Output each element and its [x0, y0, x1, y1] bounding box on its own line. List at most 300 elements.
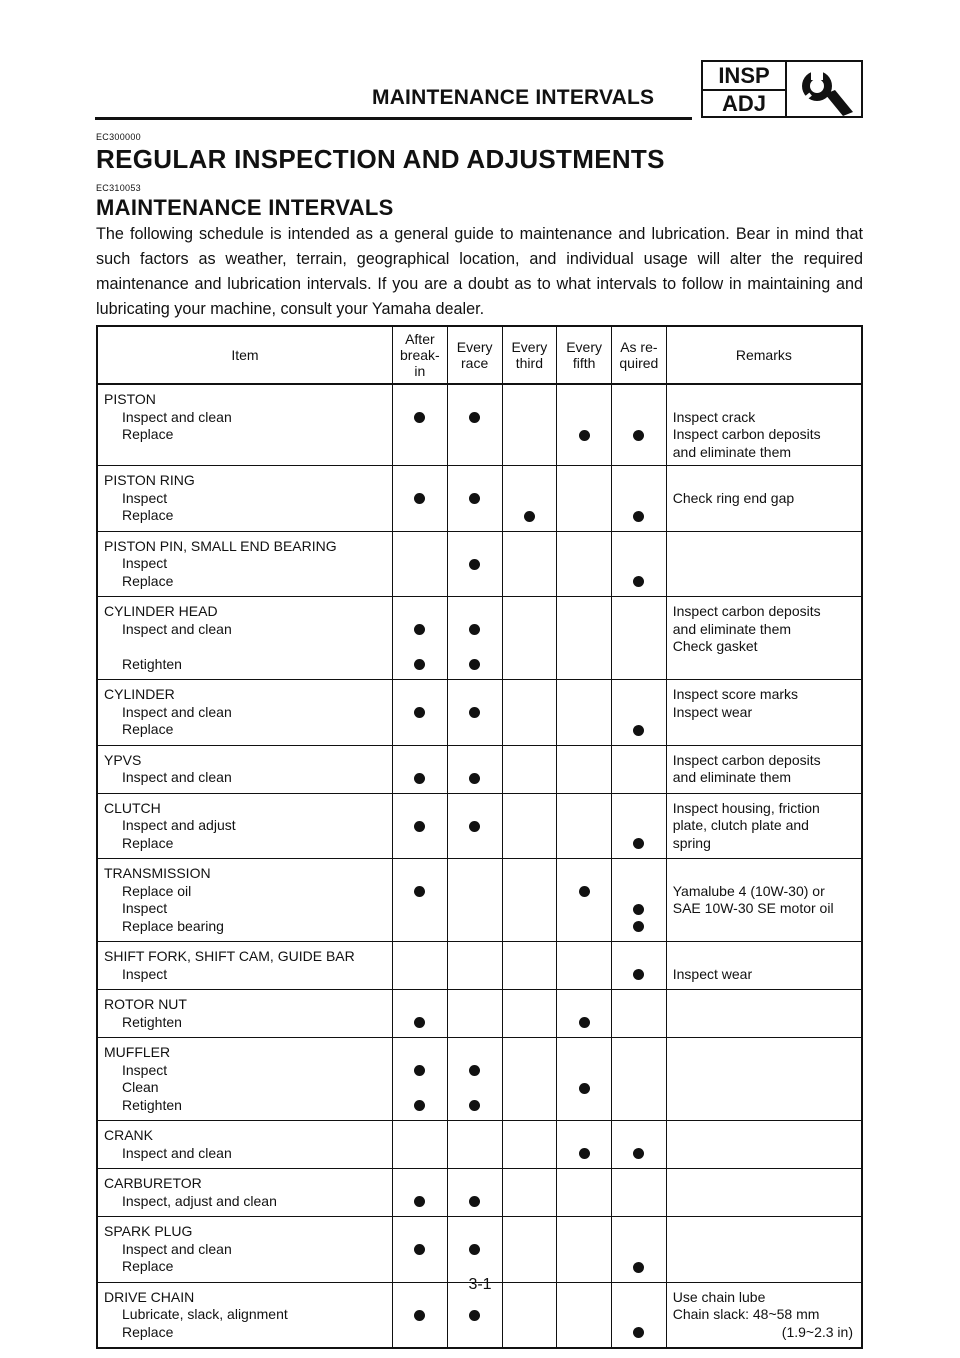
- mark-slot: [393, 490, 447, 508]
- cell-spacer: [393, 1223, 447, 1241]
- item-name: PISTON PIN, SMALL END BEARING: [104, 537, 337, 554]
- remarks-spacer: [673, 948, 857, 966]
- interval-cell: [392, 466, 447, 532]
- table-row: [97, 942, 862, 990]
- mark-slot: [612, 1193, 666, 1211]
- item-cell: [97, 680, 392, 746]
- mark-slot: [393, 1306, 447, 1324]
- column-header: [611, 326, 666, 384]
- interval-cell: [557, 1038, 612, 1121]
- interval-cell: [611, 990, 666, 1038]
- mark-dot-icon: [414, 493, 425, 504]
- mark-slot: [503, 966, 557, 984]
- mark-slot: [612, 769, 666, 787]
- mark-slot: [503, 1079, 557, 1097]
- mark-dot-icon: [469, 1196, 480, 1207]
- mark-dot-icon: [579, 1148, 590, 1159]
- item-sub-label: Inspect and clean: [122, 1144, 232, 1161]
- mark-slot: [393, 900, 447, 918]
- mark-slot: [612, 1097, 666, 1115]
- interval-cell: [502, 680, 557, 746]
- interval-cell: [392, 745, 447, 793]
- column-header: [502, 326, 557, 384]
- cell-spacer: [448, 948, 502, 966]
- column-header-line: After: [405, 331, 435, 347]
- interval-cell: [611, 531, 666, 597]
- remark-line: plate, clutch plate and: [672, 817, 809, 833]
- mark-slot: [393, 638, 447, 656]
- mark-slot: [393, 555, 447, 573]
- mark-dot-icon: [633, 1327, 644, 1338]
- mark-slot: [612, 883, 666, 901]
- mark-slot: [503, 555, 557, 573]
- item-name: DRIVE CHAIN: [104, 1288, 195, 1305]
- column-header: [666, 326, 862, 384]
- item-sub-label: Inspect: [122, 489, 168, 506]
- mark-slot: [612, 426, 666, 444]
- column-header-line: Every: [511, 339, 548, 355]
- table-row: [97, 680, 862, 746]
- mark-slot: [503, 835, 557, 853]
- mark-dot-icon: [633, 511, 644, 522]
- interval-cell: [502, 384, 557, 466]
- mark-dot-icon: [414, 1065, 425, 1076]
- mark-dot-icon: [633, 921, 644, 932]
- mark-dot-icon: [469, 821, 480, 832]
- mark-dot-icon: [414, 659, 425, 670]
- mark-slot: [503, 426, 557, 444]
- remark-line: Check ring end gap: [672, 489, 795, 506]
- column-header-line: quired: [619, 355, 659, 371]
- page-number: 3-1: [468, 1276, 492, 1293]
- cell-spacer: [393, 538, 447, 556]
- column-header: [447, 326, 502, 384]
- interval-cell: [557, 745, 612, 793]
- item-sub-label: Inspect: [122, 1061, 168, 1078]
- interval-cell: [502, 597, 557, 680]
- mark-slot: [503, 1062, 557, 1080]
- item-name: CRANK: [104, 1127, 154, 1143]
- mark-slot: [393, 918, 447, 936]
- cell-spacer: [503, 1223, 557, 1241]
- mark-dot-icon: [414, 1017, 425, 1028]
- remark-line: Check gasket: [672, 638, 758, 654]
- item-cell: [97, 466, 392, 532]
- mark-slot: [503, 638, 557, 656]
- interval-cell: [611, 745, 666, 793]
- interval-cell: [392, 793, 447, 859]
- remarks-cell: [666, 466, 862, 532]
- mark-dot-icon: [524, 511, 535, 522]
- mark-slot: [448, 507, 502, 525]
- mark-slot: [393, 1145, 447, 1163]
- mark-slot: [557, 721, 611, 739]
- item-cell: [97, 1121, 392, 1169]
- column-header-line: in: [414, 363, 426, 379]
- header-title: MAINTENANCE INTERVALS: [372, 86, 655, 109]
- cell-spacer: [612, 752, 666, 770]
- cell-spacer: [503, 686, 557, 704]
- interval-cell: [611, 942, 666, 990]
- item-sub-label: Retighten: [122, 1096, 182, 1113]
- interval-cell: [502, 1038, 557, 1121]
- mark-slot: [557, 1062, 611, 1080]
- item-cell: [97, 942, 392, 990]
- mark-slot: [393, 1324, 447, 1342]
- table-row: [97, 466, 862, 532]
- mark-slot: [557, 900, 611, 918]
- mark-slot: [393, 1258, 447, 1276]
- mark-slot: [557, 507, 611, 525]
- cell-spacer: [612, 686, 666, 704]
- item-cell: [97, 1169, 392, 1217]
- column-header-line: Every: [566, 339, 602, 355]
- interval-cell: [447, 1038, 502, 1121]
- remark-line: Use chain lube: [672, 1288, 766, 1305]
- cell-spacer: [393, 948, 447, 966]
- mark-slot: [393, 817, 447, 835]
- cell-spacer: [393, 865, 447, 883]
- item-sub-label: Inspect and clean: [122, 1240, 232, 1257]
- mark-slot: [448, 835, 502, 853]
- item-sub-label: Inspect: [122, 900, 168, 916]
- mark-slot: [503, 490, 557, 508]
- mark-slot: [557, 883, 611, 901]
- mark-slot: [557, 1324, 611, 1342]
- mark-slot: [448, 1014, 502, 1032]
- cell-spacer: [612, 1044, 666, 1062]
- item-cell: [97, 531, 392, 597]
- mark-slot: [503, 1258, 557, 1276]
- interval-cell: [502, 1169, 557, 1217]
- cell-spacer: [503, 752, 557, 770]
- mark-slot: [448, 1258, 502, 1276]
- remarks-cell: [666, 384, 862, 466]
- item-sub-label: Replace: [122, 507, 174, 523]
- interval-cell: [557, 597, 612, 680]
- interval-cell: [611, 1121, 666, 1169]
- mark-slot: [612, 507, 666, 525]
- mark-slot: [393, 1014, 447, 1032]
- item-sub-label: Lubricate, slack, alignment: [122, 1306, 288, 1322]
- table-row: [97, 531, 862, 597]
- mark-slot: [448, 621, 502, 639]
- mark-dot-icon: [579, 430, 590, 441]
- mark-slot: [557, 1014, 611, 1032]
- column-header: [392, 326, 447, 384]
- mark-slot: [612, 835, 666, 853]
- cell-spacer: [557, 603, 611, 621]
- mark-slot: [503, 1097, 557, 1115]
- item-name: ROTOR NUT: [104, 996, 187, 1012]
- mark-slot: [557, 1193, 611, 1211]
- column-header-line: Item: [231, 347, 259, 363]
- mark-slot: [448, 638, 502, 656]
- mark-slot: [557, 1306, 611, 1324]
- mark-slot: [393, 656, 447, 674]
- mark-slot: [448, 426, 502, 444]
- mark-slot: [448, 1193, 502, 1211]
- mark-slot: [393, 704, 447, 722]
- table-header-row: [97, 326, 862, 384]
- mark-slot: [503, 573, 557, 591]
- interval-cell: [447, 990, 502, 1038]
- cell-spacer: [448, 391, 502, 409]
- remark-line: (1.9~2.3 in): [781, 1323, 853, 1340]
- interval-cell: [557, 384, 612, 466]
- mark-dot-icon: [414, 1196, 425, 1207]
- interval-cell: [447, 1217, 502, 1283]
- item-sub-label: Inspect, adjust and clean: [122, 1192, 277, 1209]
- mark-dot-icon: [414, 412, 425, 423]
- interval-cell: [392, 1038, 447, 1121]
- column-header-line: third: [515, 355, 543, 371]
- cell-spacer: [448, 752, 502, 770]
- cell-spacer: [393, 603, 447, 621]
- item-cell: [97, 990, 392, 1038]
- item-name: MUFFLER: [104, 1044, 171, 1060]
- cell-spacer: [393, 472, 447, 490]
- remarks-cell: [666, 859, 862, 942]
- interval-cell: [447, 680, 502, 746]
- mark-slot: [393, 1097, 447, 1115]
- table-row: [97, 1121, 862, 1169]
- table-row: [97, 859, 862, 942]
- mark-slot: [557, 704, 611, 722]
- mark-slot: [448, 555, 502, 573]
- item-cell: [97, 793, 392, 859]
- item-sub-label: Replace: [122, 1258, 174, 1274]
- mark-dot-icon: [469, 707, 480, 718]
- mark-slot: [448, 1079, 502, 1097]
- cell-spacer: [393, 1175, 447, 1193]
- table-row: [97, 990, 862, 1038]
- interval-cell: [557, 990, 612, 1038]
- header-rule: [95, 117, 692, 120]
- column-header-line: race: [461, 355, 489, 371]
- mark-slot: [448, 966, 502, 984]
- cell-spacer: [612, 391, 666, 409]
- item-sub-label: Replace: [122, 572, 174, 589]
- table-body: [97, 384, 862, 1348]
- column-header-line: break-: [400, 347, 440, 363]
- item-sub-label: Replace: [122, 1323, 174, 1340]
- mark-dot-icon: [579, 1017, 590, 1028]
- item-name: YPVS: [104, 751, 142, 768]
- interval-cell: [611, 1169, 666, 1217]
- cell-spacer: [557, 472, 611, 490]
- mark-slot: [448, 573, 502, 591]
- table-row: [97, 745, 862, 793]
- cell-spacer: [448, 1044, 502, 1062]
- mark-dot-icon: [414, 773, 425, 784]
- mark-slot: [503, 1306, 557, 1324]
- mark-dot-icon: [579, 1083, 590, 1094]
- table-row: [97, 1038, 862, 1121]
- interval-cell: [392, 531, 447, 597]
- item-name: CARBURETOR: [104, 1175, 202, 1191]
- interval-cell: [557, 793, 612, 859]
- section-heading: REGULAR INSPECTION AND ADJUSTMENTS: [96, 144, 665, 174]
- column-header: [557, 326, 612, 384]
- mark-slot: [448, 769, 502, 787]
- interval-cell: [611, 1038, 666, 1121]
- cell-spacer: [503, 391, 557, 409]
- interval-cell: [557, 531, 612, 597]
- mark-slot: [612, 621, 666, 639]
- item-sub-label: Clean: [122, 1079, 159, 1095]
- mark-slot: [503, 817, 557, 835]
- remarks-cell: [666, 990, 862, 1038]
- interval-cell: [447, 942, 502, 990]
- interval-cell: [447, 384, 502, 466]
- mark-slot: [503, 409, 557, 427]
- mark-slot: [448, 883, 502, 901]
- remark-line: Yamalube 4 (10W-30) or: [672, 882, 825, 899]
- item-name: PISTON: [104, 391, 156, 407]
- mark-slot: [612, 555, 666, 573]
- mark-slot: [503, 1145, 557, 1163]
- mark-slot: [448, 721, 502, 739]
- mark-dot-icon: [469, 1310, 480, 1321]
- mark-slot: [393, 769, 447, 787]
- mark-slot: [503, 507, 557, 525]
- mark-dot-icon: [414, 624, 425, 635]
- mark-dot-icon: [414, 707, 425, 718]
- mark-slot: [557, 656, 611, 674]
- interval-cell: [502, 531, 557, 597]
- mark-slot: [557, 966, 611, 984]
- mark-dot-icon: [414, 1310, 425, 1321]
- cell-spacer: [448, 996, 502, 1014]
- table-row: [97, 1169, 862, 1217]
- mark-slot: [448, 409, 502, 427]
- cell-spacer: [448, 538, 502, 556]
- mark-slot: [612, 1079, 666, 1097]
- interval-cell: [557, 1217, 612, 1283]
- cell-spacer: [503, 948, 557, 966]
- mark-slot: [393, 835, 447, 853]
- mark-dot-icon: [633, 576, 644, 587]
- mark-slot: [393, 1241, 447, 1259]
- mark-slot: [393, 1193, 447, 1211]
- mark-slot: [557, 835, 611, 853]
- item-cell: [97, 1217, 392, 1283]
- mark-slot: [448, 1062, 502, 1080]
- remarks-cell: [666, 793, 862, 859]
- remarks-cell: [666, 942, 862, 990]
- item-name: CYLINDER: [104, 686, 175, 702]
- mark-slot: [557, 1097, 611, 1115]
- remark-line: Inspect wear: [672, 703, 753, 720]
- mark-slot: [448, 1306, 502, 1324]
- cell-spacer: [557, 1223, 611, 1241]
- mark-dot-icon: [469, 412, 480, 423]
- interval-cell: [502, 942, 557, 990]
- remark-line: Inspect carbon deposits: [672, 426, 821, 442]
- mark-dot-icon: [469, 773, 480, 784]
- cell-spacer: [393, 996, 447, 1014]
- cell-spacer: [448, 1223, 502, 1241]
- remark-line: Inspect carbon deposits: [672, 751, 821, 768]
- mark-slot: [503, 1324, 557, 1342]
- mark-dot-icon: [469, 1244, 480, 1255]
- remarks-spacer: [673, 472, 857, 490]
- mark-slot: [448, 900, 502, 918]
- mark-dot-icon: [579, 886, 590, 897]
- interval-cell: [447, 745, 502, 793]
- mark-slot: [448, 704, 502, 722]
- item-sub-label: Inspect: [122, 555, 168, 571]
- interval-cell: [447, 859, 502, 942]
- mark-slot: [448, 1241, 502, 1259]
- interval-cell: [392, 1121, 447, 1169]
- mark-slot: [557, 426, 611, 444]
- mark-slot: [557, 490, 611, 508]
- interval-cell: [611, 680, 666, 746]
- column-header-line: Remarks: [735, 347, 792, 363]
- item-sub-label: Replace: [122, 426, 174, 442]
- mark-slot: [503, 621, 557, 639]
- mark-slot: [612, 817, 666, 835]
- cell-spacer: [393, 391, 447, 409]
- item-name: CLUTCH: [104, 799, 161, 816]
- cell-spacer: [503, 603, 557, 621]
- remarks-spacer: [673, 391, 857, 409]
- cell-spacer: [557, 686, 611, 704]
- table-row: [97, 384, 862, 466]
- badge-insp: INSP: [718, 63, 770, 88]
- cell-spacer: [448, 686, 502, 704]
- item-name: CYLINDER HEAD: [104, 603, 218, 619]
- interval-cell: [392, 942, 447, 990]
- badge-separator: [785, 62, 787, 116]
- mark-slot: [557, 1258, 611, 1276]
- wrench-icon: [795, 66, 857, 116]
- cell-spacer: [612, 603, 666, 621]
- cell-spacer: [612, 800, 666, 818]
- interval-cell: [447, 793, 502, 859]
- subsection-heading: MAINTENANCE INTERVALS: [96, 195, 394, 220]
- mark-dot-icon: [469, 659, 480, 670]
- mark-slot: [393, 721, 447, 739]
- mark-slot: [503, 721, 557, 739]
- mark-slot: [448, 490, 502, 508]
- item-sub-label: Replace oil: [122, 882, 192, 899]
- mark-slot: [448, 1145, 502, 1163]
- remark-line: Inspect wear: [672, 965, 753, 982]
- cell-spacer: [557, 538, 611, 556]
- intro-paragraph: The following schedule is intended as a general guide to maintenance and lubrication. Bear in mind that such factors as weather, terrain, geographical location, and individual usage will alter the required maintenance and lubrication intervals. If you are a doubt as to what intervals to follow in maintaining and lubricating your machine, consult your Yamaha dealer.: [96, 225, 863, 318]
- mark-slot: [448, 817, 502, 835]
- mark-slot: [557, 1145, 611, 1163]
- mark-slot: [503, 900, 557, 918]
- mark-slot: [612, 1258, 666, 1276]
- mark-slot: [612, 1062, 666, 1080]
- cell-spacer: [612, 865, 666, 883]
- item-cell: [97, 745, 392, 793]
- mark-slot: [503, 1241, 557, 1259]
- interval-cell: [502, 793, 557, 859]
- maintenance-table: [96, 325, 863, 1349]
- mark-slot: [612, 721, 666, 739]
- cell-spacer: [612, 1175, 666, 1193]
- interval-cell: [502, 1217, 557, 1283]
- mark-dot-icon: [414, 1244, 425, 1255]
- interval-cell: [392, 384, 447, 466]
- cell-spacer: [557, 996, 611, 1014]
- cell-spacer: [612, 996, 666, 1014]
